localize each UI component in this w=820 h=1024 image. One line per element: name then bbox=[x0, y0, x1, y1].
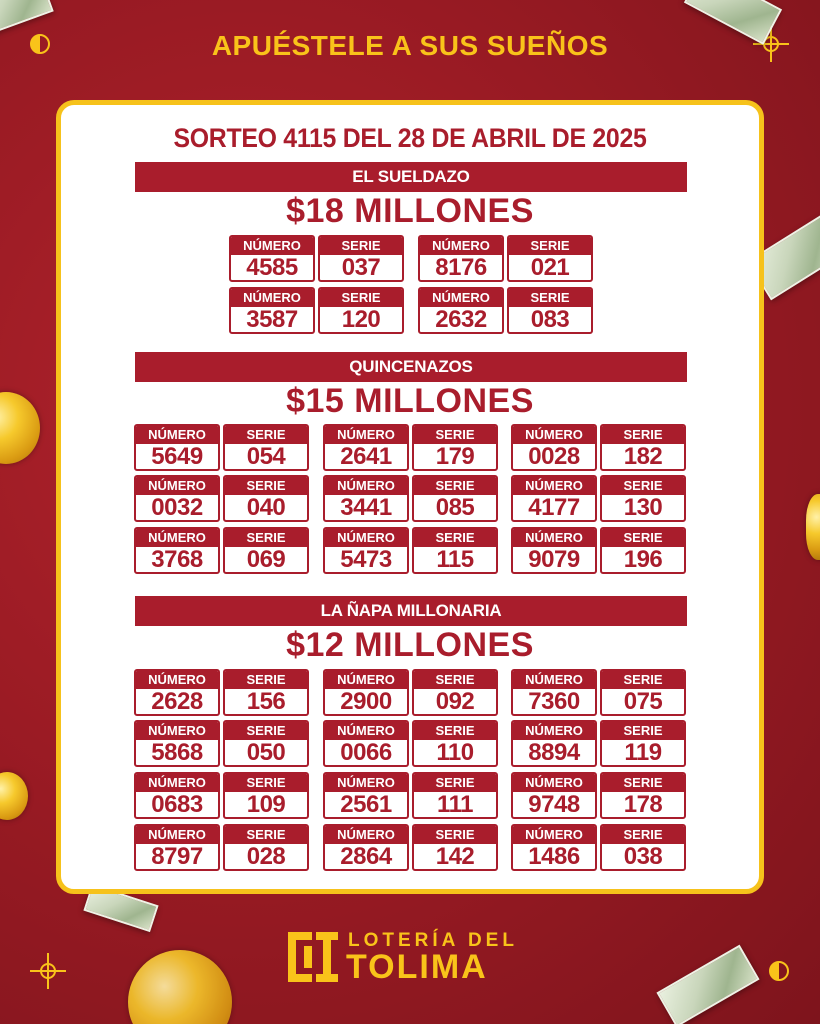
serie-value: 037 bbox=[341, 254, 381, 281]
result-number-cell bbox=[134, 720, 220, 767]
brand-logo-mark bbox=[288, 932, 338, 982]
result-number-cell bbox=[323, 527, 409, 574]
result-serie-cell bbox=[318, 235, 404, 282]
number-label: NÚMERO bbox=[231, 289, 313, 307]
number-value: 2628 bbox=[151, 688, 203, 715]
half-moon-icon bbox=[769, 961, 789, 981]
serie-value: 092 bbox=[435, 688, 475, 715]
serie-value: 083 bbox=[530, 306, 570, 333]
serie-value: 054 bbox=[246, 443, 286, 470]
result-serie-cell bbox=[412, 772, 498, 819]
number-label: NÚMERO bbox=[325, 529, 407, 547]
number-value: 9748 bbox=[528, 791, 580, 818]
number-label: NÚMERO bbox=[136, 722, 218, 740]
prize-amount-quincenazos: $15 MILLONES bbox=[286, 382, 534, 420]
crosshair-icon bbox=[30, 953, 66, 989]
serie-label: SERIE bbox=[602, 826, 684, 844]
result-serie-cell bbox=[600, 772, 686, 819]
result-number-cell bbox=[511, 475, 597, 522]
number-value: 2561 bbox=[340, 791, 392, 818]
number-label: NÚMERO bbox=[136, 671, 218, 689]
serie-label: SERIE bbox=[320, 289, 402, 307]
serie-label: SERIE bbox=[602, 722, 684, 740]
serie-label: SERIE bbox=[414, 529, 496, 547]
number-value: 4177 bbox=[528, 494, 580, 521]
result-number-cell bbox=[323, 669, 409, 716]
result-serie-cell bbox=[223, 824, 309, 871]
result-number-cell bbox=[418, 235, 504, 282]
serie-value: 179 bbox=[435, 443, 475, 470]
number-value: 1486 bbox=[528, 843, 580, 870]
result-number-cell bbox=[323, 824, 409, 871]
prize-amount-la-n-apa-millonaria: $12 MILLONES bbox=[286, 626, 534, 664]
number-value: 3441 bbox=[340, 494, 392, 521]
result-serie-cell bbox=[318, 287, 404, 334]
number-value: 0066 bbox=[340, 739, 392, 766]
serie-value: 178 bbox=[623, 791, 663, 818]
number-label: NÚMERO bbox=[136, 426, 218, 444]
result-number-cell bbox=[511, 527, 597, 574]
serie-value: 182 bbox=[623, 443, 663, 470]
number-label: NÚMERO bbox=[513, 826, 595, 844]
result-number-cell bbox=[323, 424, 409, 471]
serie-label: SERIE bbox=[225, 529, 307, 547]
result-number-cell bbox=[511, 669, 597, 716]
serie-value: 130 bbox=[623, 494, 663, 521]
serie-label: SERIE bbox=[414, 774, 496, 792]
result-number-cell bbox=[323, 772, 409, 819]
serie-label: SERIE bbox=[602, 529, 684, 547]
serie-value: 085 bbox=[435, 494, 475, 521]
result-number-cell bbox=[229, 287, 315, 334]
result-serie-cell bbox=[507, 287, 593, 334]
serie-value: 069 bbox=[246, 546, 286, 573]
number-value: 2864 bbox=[340, 843, 392, 870]
result-serie-cell bbox=[600, 669, 686, 716]
number-label: NÚMERO bbox=[325, 671, 407, 689]
number-value: 2641 bbox=[340, 443, 392, 470]
serie-value: 111 bbox=[437, 791, 473, 818]
result-serie-cell bbox=[223, 720, 309, 767]
serie-value: 110 bbox=[436, 739, 474, 766]
result-serie-cell bbox=[507, 235, 593, 282]
number-label: NÚMERO bbox=[231, 237, 313, 255]
result-serie-cell bbox=[223, 424, 309, 471]
coin-decoration bbox=[0, 392, 40, 464]
result-number-cell bbox=[134, 772, 220, 819]
number-value: 5868 bbox=[151, 739, 203, 766]
serie-label: SERIE bbox=[225, 671, 307, 689]
result-number-cell bbox=[134, 669, 220, 716]
serie-label: SERIE bbox=[225, 826, 307, 844]
serie-value: 109 bbox=[246, 791, 286, 818]
serie-label: SERIE bbox=[414, 671, 496, 689]
serie-value: 196 bbox=[623, 546, 663, 573]
result-serie-cell bbox=[223, 669, 309, 716]
serie-label: SERIE bbox=[509, 237, 591, 255]
number-label: NÚMERO bbox=[325, 722, 407, 740]
result-serie-cell bbox=[223, 475, 309, 522]
tagline bbox=[0, 30, 820, 62]
result-number-cell bbox=[134, 527, 220, 574]
serie-value: 156 bbox=[246, 688, 286, 715]
number-value: 0683 bbox=[151, 791, 203, 818]
serie-value: 021 bbox=[530, 254, 570, 281]
draw-title: SORTEO 4115 DEL 28 DE ABRIL DE 2025 bbox=[173, 123, 647, 153]
number-label: NÚMERO bbox=[325, 477, 407, 495]
result-number-cell bbox=[323, 475, 409, 522]
serie-value: 038 bbox=[623, 843, 663, 870]
coin-decoration bbox=[128, 950, 232, 1024]
results-card bbox=[56, 100, 764, 894]
serie-label: SERIE bbox=[602, 426, 684, 444]
result-number-cell bbox=[134, 475, 220, 522]
serie-label: SERIE bbox=[414, 722, 496, 740]
number-value: 8894 bbox=[528, 739, 580, 766]
serie-value: 115 bbox=[436, 546, 474, 573]
result-number-cell bbox=[418, 287, 504, 334]
number-value: 8797 bbox=[151, 843, 203, 870]
serie-label: SERIE bbox=[225, 722, 307, 740]
number-value: 5473 bbox=[340, 546, 392, 573]
number-label: NÚMERO bbox=[325, 426, 407, 444]
serie-label: SERIE bbox=[225, 477, 307, 495]
result-number-cell bbox=[511, 720, 597, 767]
serie-value: 028 bbox=[246, 843, 286, 870]
number-value: 0028 bbox=[528, 443, 580, 470]
number-label: NÚMERO bbox=[136, 529, 218, 547]
result-number-cell bbox=[511, 824, 597, 871]
number-label: NÚMERO bbox=[420, 237, 502, 255]
number-value: 0032 bbox=[151, 494, 203, 521]
serie-label: SERIE bbox=[225, 426, 307, 444]
brand-name-line1: LOTERÍA DEL bbox=[348, 930, 518, 951]
result-number-cell bbox=[511, 772, 597, 819]
prize-amount-el-sueldazo: $18 MILLONES bbox=[286, 192, 534, 230]
result-serie-cell bbox=[412, 824, 498, 871]
result-serie-cell bbox=[600, 824, 686, 871]
number-label: NÚMERO bbox=[513, 671, 595, 689]
number-value: 2632 bbox=[435, 306, 487, 333]
number-label: NÚMERO bbox=[513, 426, 595, 444]
result-serie-cell bbox=[600, 720, 686, 767]
number-value: 3768 bbox=[151, 546, 203, 573]
result-serie-cell bbox=[600, 424, 686, 471]
number-value: 5649 bbox=[151, 443, 203, 470]
result-serie-cell bbox=[223, 772, 309, 819]
number-value: 8176 bbox=[435, 254, 487, 281]
serie-label: SERIE bbox=[225, 774, 307, 792]
serie-label: SERIE bbox=[602, 774, 684, 792]
serie-value: 120 bbox=[341, 306, 381, 333]
tagline-rest: A SUS SUEÑOS bbox=[384, 30, 609, 61]
result-serie-cell bbox=[412, 720, 498, 767]
serie-label: SERIE bbox=[414, 826, 496, 844]
result-serie-cell bbox=[600, 527, 686, 574]
number-value: 7360 bbox=[528, 688, 580, 715]
result-number-cell bbox=[323, 720, 409, 767]
result-number-cell bbox=[134, 424, 220, 471]
serie-value: 142 bbox=[435, 843, 475, 870]
coin-decoration bbox=[806, 494, 820, 560]
number-label: NÚMERO bbox=[136, 774, 218, 792]
coin-decoration bbox=[0, 772, 28, 820]
tagline-bold: APUÉSTELE bbox=[211, 30, 385, 61]
serie-value: 075 bbox=[623, 688, 663, 715]
serie-label: SERIE bbox=[602, 671, 684, 689]
serie-label: SERIE bbox=[414, 477, 496, 495]
result-serie-cell bbox=[412, 527, 498, 574]
number-label: NÚMERO bbox=[513, 477, 595, 495]
number-value: 3587 bbox=[246, 306, 298, 333]
number-label: NÚMERO bbox=[136, 477, 218, 495]
result-serie-cell bbox=[223, 527, 309, 574]
number-label: NÚMERO bbox=[513, 529, 595, 547]
number-value: 2900 bbox=[340, 688, 392, 715]
brand-name-line2: TOLIMA bbox=[346, 948, 488, 986]
number-label: NÚMERO bbox=[325, 774, 407, 792]
serie-label: SERIE bbox=[602, 477, 684, 495]
serie-value: 050 bbox=[246, 739, 286, 766]
section-banner-el-sueldazo: EL SUELDAZO bbox=[135, 162, 687, 192]
result-number-cell bbox=[511, 424, 597, 471]
section-banner-la-n-apa-millonaria: LA ÑAPA MILLONARIA bbox=[135, 596, 687, 626]
serie-label: SERIE bbox=[320, 237, 402, 255]
number-value: 9079 bbox=[528, 546, 580, 573]
banknote-decoration bbox=[656, 945, 759, 1024]
result-serie-cell bbox=[412, 669, 498, 716]
result-serie-cell bbox=[412, 424, 498, 471]
result-number-cell bbox=[229, 235, 315, 282]
number-label: NÚMERO bbox=[420, 289, 502, 307]
number-label: NÚMERO bbox=[325, 826, 407, 844]
brand-logo bbox=[288, 926, 538, 986]
number-label: NÚMERO bbox=[136, 826, 218, 844]
number-label: NÚMERO bbox=[513, 722, 595, 740]
number-label: NÚMERO bbox=[513, 774, 595, 792]
result-serie-cell bbox=[600, 475, 686, 522]
result-serie-cell bbox=[412, 475, 498, 522]
serie-value: 119 bbox=[624, 739, 662, 766]
serie-label: SERIE bbox=[509, 289, 591, 307]
serie-value: 040 bbox=[246, 494, 286, 521]
section-banner-quincenazos: QUINCENAZOS bbox=[135, 352, 687, 382]
serie-label: SERIE bbox=[414, 426, 496, 444]
number-value: 4585 bbox=[246, 254, 298, 281]
result-number-cell bbox=[134, 824, 220, 871]
